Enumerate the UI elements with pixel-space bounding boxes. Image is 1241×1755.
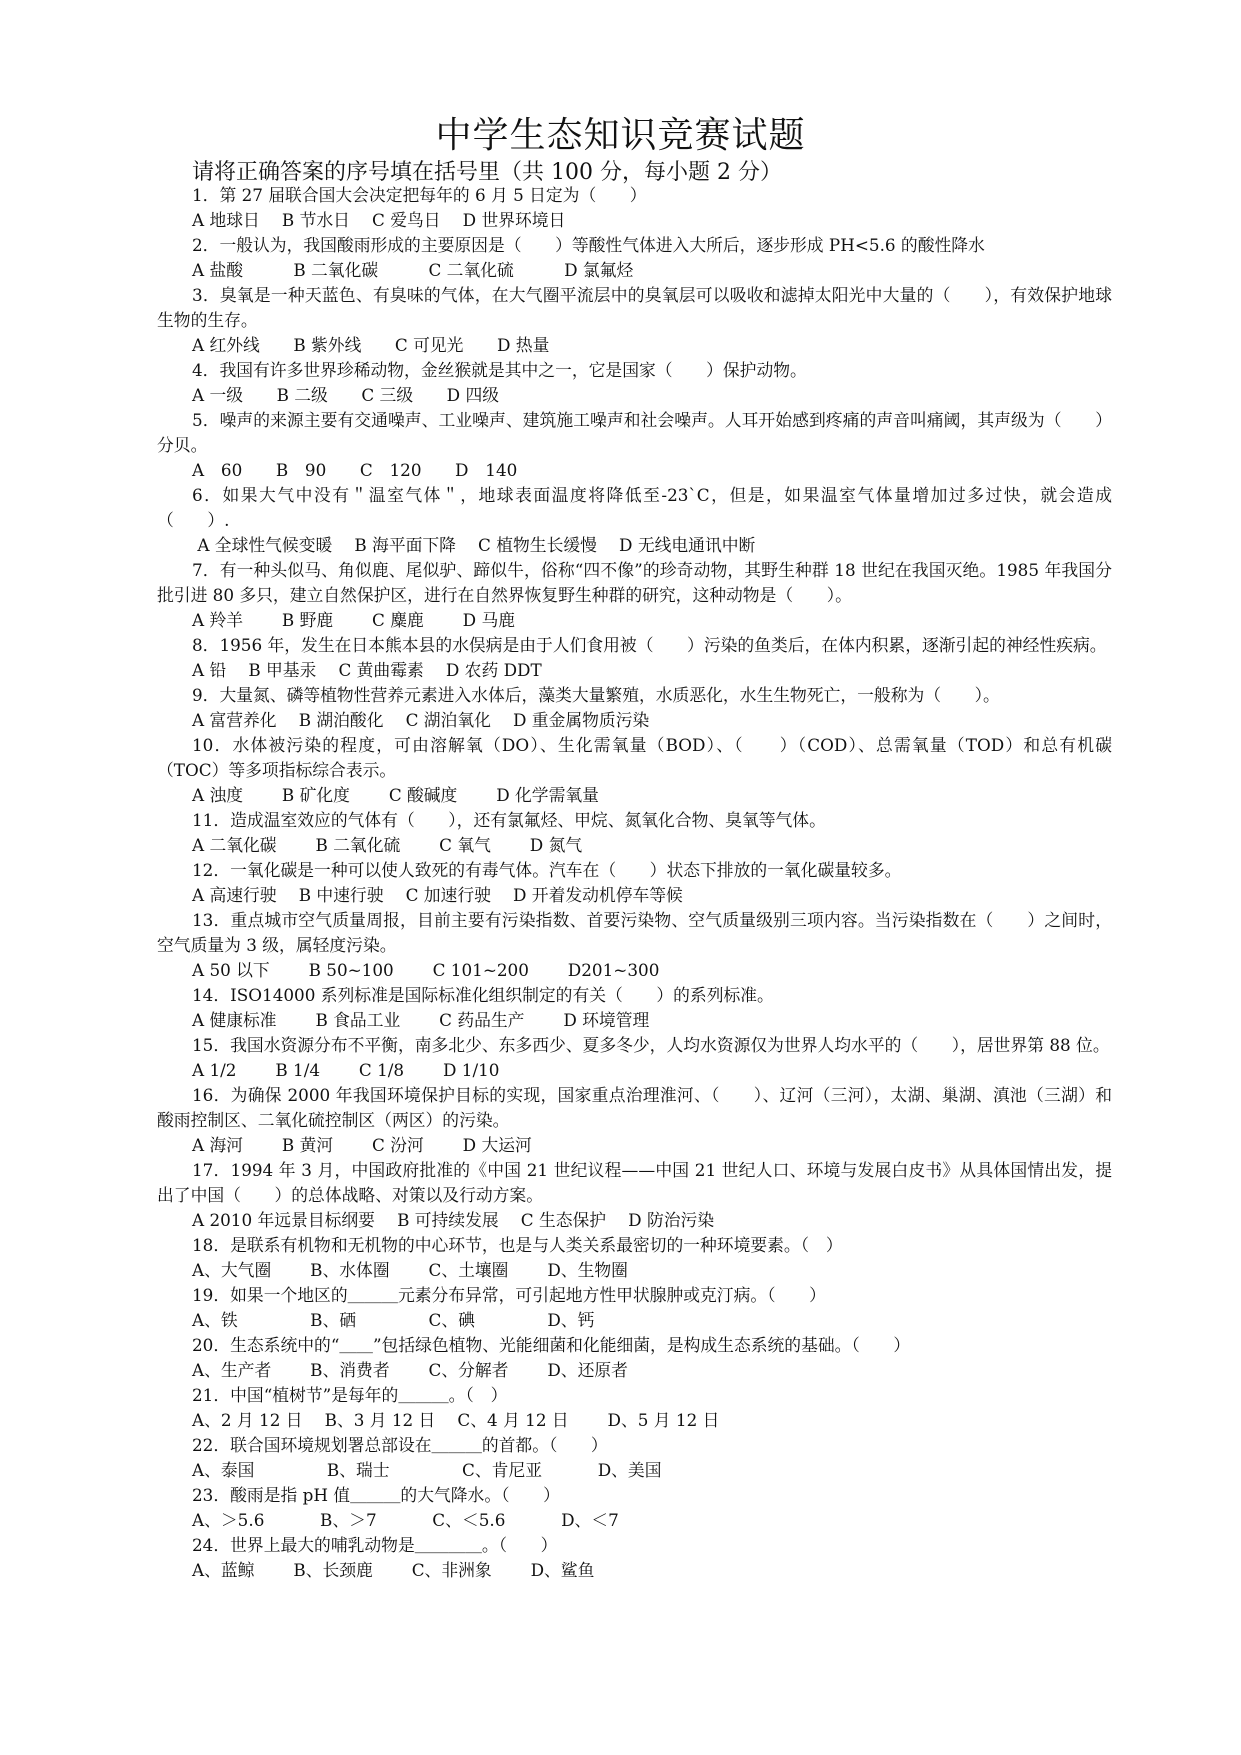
question-text: 22．联合国环境规划署总部设在＿＿＿的首都。（ ） [192, 1435, 608, 1455]
answer-options: A、泰国 B、瑞士 C、肯尼亚 D、美国 [192, 1460, 662, 1480]
question-text: 20．生态系统中的“＿＿”包括绿色植物、光能细菌和化能细菌，是构成生态系统的基础。（ ） [192, 1335, 911, 1355]
question-text: 14．ISO14000 系列标准是国际标准化组织制定的有关（ ）的系列标准。 [192, 985, 774, 1005]
answer-options: A、生产者 B、消费者 C、分解者 D、还原者 [192, 1360, 628, 1380]
answer-options: A 1/2 B 1/4 C 1/8 D 1/10 [192, 1060, 500, 1080]
question-text: 21．中国“植树节”是每年的＿＿＿。（ ） [192, 1385, 508, 1405]
answer-options: A、蓝鲸 B、长颈鹿 C、非洲象 D、鲨鱼 [192, 1560, 595, 1580]
answer-options: A 一级 B 二级 C 三级 D 四级 [192, 385, 500, 405]
question-text: 9．大量氮、磷等植物性营养元素进入水体后，藻类大量繁殖，水质恶化，水生生物死亡，一般称为（ ）。 [192, 685, 1000, 705]
answer-options: A 富营养化 B 湖泊酸化 C 湖泊氧化 D 重金属物质污染 [192, 710, 650, 730]
question-text: 10．水体被污染的程度，可由溶解氧（DO）、生化需氧量（BOD）、（ ）（COD）、总需氧量（TOD）和总有机碳（TOC）等多项指标综合表示。 [157, 735, 1112, 780]
question-text: 18．是联系有机物和无机物的中心环节，也是与人类关系最密切的一种环境要素。（ ） [192, 1235, 843, 1255]
question-text: 4．我国有许多世界珍稀动物，金丝猴就是其中之一，它是国家（ ）保护动物。 [192, 360, 807, 380]
question-text: 3．臭氧是一种天蓝色、有臭味的气体，在大气圈平流层中的臭氧层可以吸收和滤掉太阳光中大量的（ ），有效保护地球生物的生存。 [157, 285, 1112, 330]
answer-options: A 60 B 90 C 120 D 140 [192, 460, 518, 480]
answer-options: A 健康标准 B 食品工业 C 药品生产 D 环境管理 [192, 1010, 650, 1030]
question-list [157, 183, 1112, 1583]
answer-options: A 铅 B 甲基汞 C 黄曲霉素 D 农药 DDT [192, 660, 542, 680]
answer-options: A、大气圈 B、水体圈 C、土壤圈 D、生物圈 [192, 1260, 628, 1280]
question-text: 13．重点城市空气质量周报，目前主要有污染指数、首要污染物、空气质量级别三项内容。当污染指数在（ ）之间时，空气质量为 3 级，属轻度污染。 [157, 910, 1112, 955]
answer-options: A、铁 B、硒 C、碘 D、钙 [192, 1310, 595, 1330]
question-text: 12．一氧化碳是一种可以使人致死的有毒气体。汽车在（ ）状态下排放的一氧化碳量较多。 [192, 860, 902, 880]
question-text: 17．1994 年 3 月，中国政府批准的《中国 21 世纪议程——中国 21 世纪人口、环境与发展白皮书》从具体国情出发，提出了中国（ ）的总体战略、对策以及行动方案。 [157, 1160, 1112, 1205]
answer-options: A 全球性气候变暖 B 海平面下降 C 植物生长缓慢 D 无线电通讯中断 [192, 535, 756, 555]
answer-options: A 羚羊 B 野鹿 C 麋鹿 D 马鹿 [192, 610, 516, 630]
question-text: 8．1956 年，发生在日本熊本县的水俣病是由于人们食用被（ ）污染的鱼类后，在体内积累，逐渐引起的神经性疾病。 [192, 635, 1107, 655]
question-text: 6．如果大气中没有＂温室气体＂，地球表面温度将降低至-23`C，但是，如果温室气体量增加过多过快，就会造成（ ）. [157, 485, 1112, 530]
question-text: 23．酸雨是指 pH 值＿＿＿的大气降水。（ ） [192, 1485, 560, 1505]
question-text: 16．为确保 2000 年我国环境保护目标的实现，国家重点治理淮河、（ ）、辽河（三河），太湖、巢湖、滇池（三湖）和酸雨控制区、二氧化硫控制区（两区）的污染。 [157, 1085, 1112, 1130]
answer-options: A 海河 B 黄河 C 汾河 D 大运河 [192, 1135, 532, 1155]
answer-options: A、＞5.6 B、＞7 C、＜5.6 D、＜7 [192, 1510, 619, 1530]
answer-options: A 浊度 B 矿化度 C 酸碱度 D 化学需氧量 [192, 785, 599, 805]
page-title: 中学生态知识竞赛试题 [435, 115, 806, 156]
instruction-text: 请将正确答案的序号填在括号里（共 100 分，每小题 2 分） [192, 160, 782, 185]
question-text: 1．第 27 届联合国大会决定把每年的 6 月 5 日定为（ ） [192, 185, 647, 205]
question-text: 24．世界上最大的哺乳动物是＿＿＿＿。（ ） [192, 1535, 558, 1555]
question-text: 11．造成温室效应的气体有（ ），还有氯氟烃、甲烷、氮氧化合物、臭氧等气体。 [192, 810, 826, 830]
answer-options: A 盐酸 B 二氧化碳 C 二氧化硫 D 氯氟烃 [192, 260, 634, 280]
answer-options: A 2010 年远景目标纲要 B 可持续发展 C 生态保护 D 防治污染 [192, 1210, 715, 1230]
question-text: 5．噪声的来源主要有交通噪声、工业噪声、建筑施工噪声和社会噪声。人耳开始感到疼痛的声音叫痛阈，其声级为（ ）分贝。 [157, 410, 1112, 455]
answer-options: A 地球日 B 节水日 C 爱鸟日 D 世界环境日 [192, 210, 566, 230]
answer-options: A 红外线 B 紫外线 C 可见光 D 热量 [192, 335, 550, 355]
answer-options: A 50 以下 B 50~100 C 101~200 D201~300 [192, 960, 660, 980]
answer-options: A 高速行驶 B 中速行驶 C 加速行驶 D 开着发动机停车等候 [192, 885, 683, 905]
question-text: 2．一般认为，我国酸雨形成的主要原因是（ ）等酸性气体进入大所后，逐步形成 PH<5.6 的酸性降水 [192, 235, 985, 255]
question-text: 15．我国水资源分布不平衡，南多北少、东多西少、夏多冬少，人均水资源仅为世界人均水平的（ ），居世界第 88 位。 [192, 1035, 1110, 1055]
question-text: 7．有一种头似马、角似鹿、尾似驴、蹄似牛，俗称“四不像”的珍奇动物，其野生种群 18 世纪在我国灭绝。1985 年我国分批引进 80 多只，建立自然保护区，进行在自然界恢复野生种群的研究，这种动物是（ ）。 [157, 560, 1112, 605]
answer-options: A 二氧化碳 B 二氧化硫 C 氧气 D 氮气 [192, 835, 583, 855]
answer-options: A、2 月 12 日 B、3 月 12 日 C、4 月 12 日 D、5 月 12 日 [192, 1410, 720, 1430]
question-text: 19．如果一个地区的＿＿＿元素分布异常，可引起地方性甲状腺肿或克汀病。（ ） [192, 1285, 826, 1305]
